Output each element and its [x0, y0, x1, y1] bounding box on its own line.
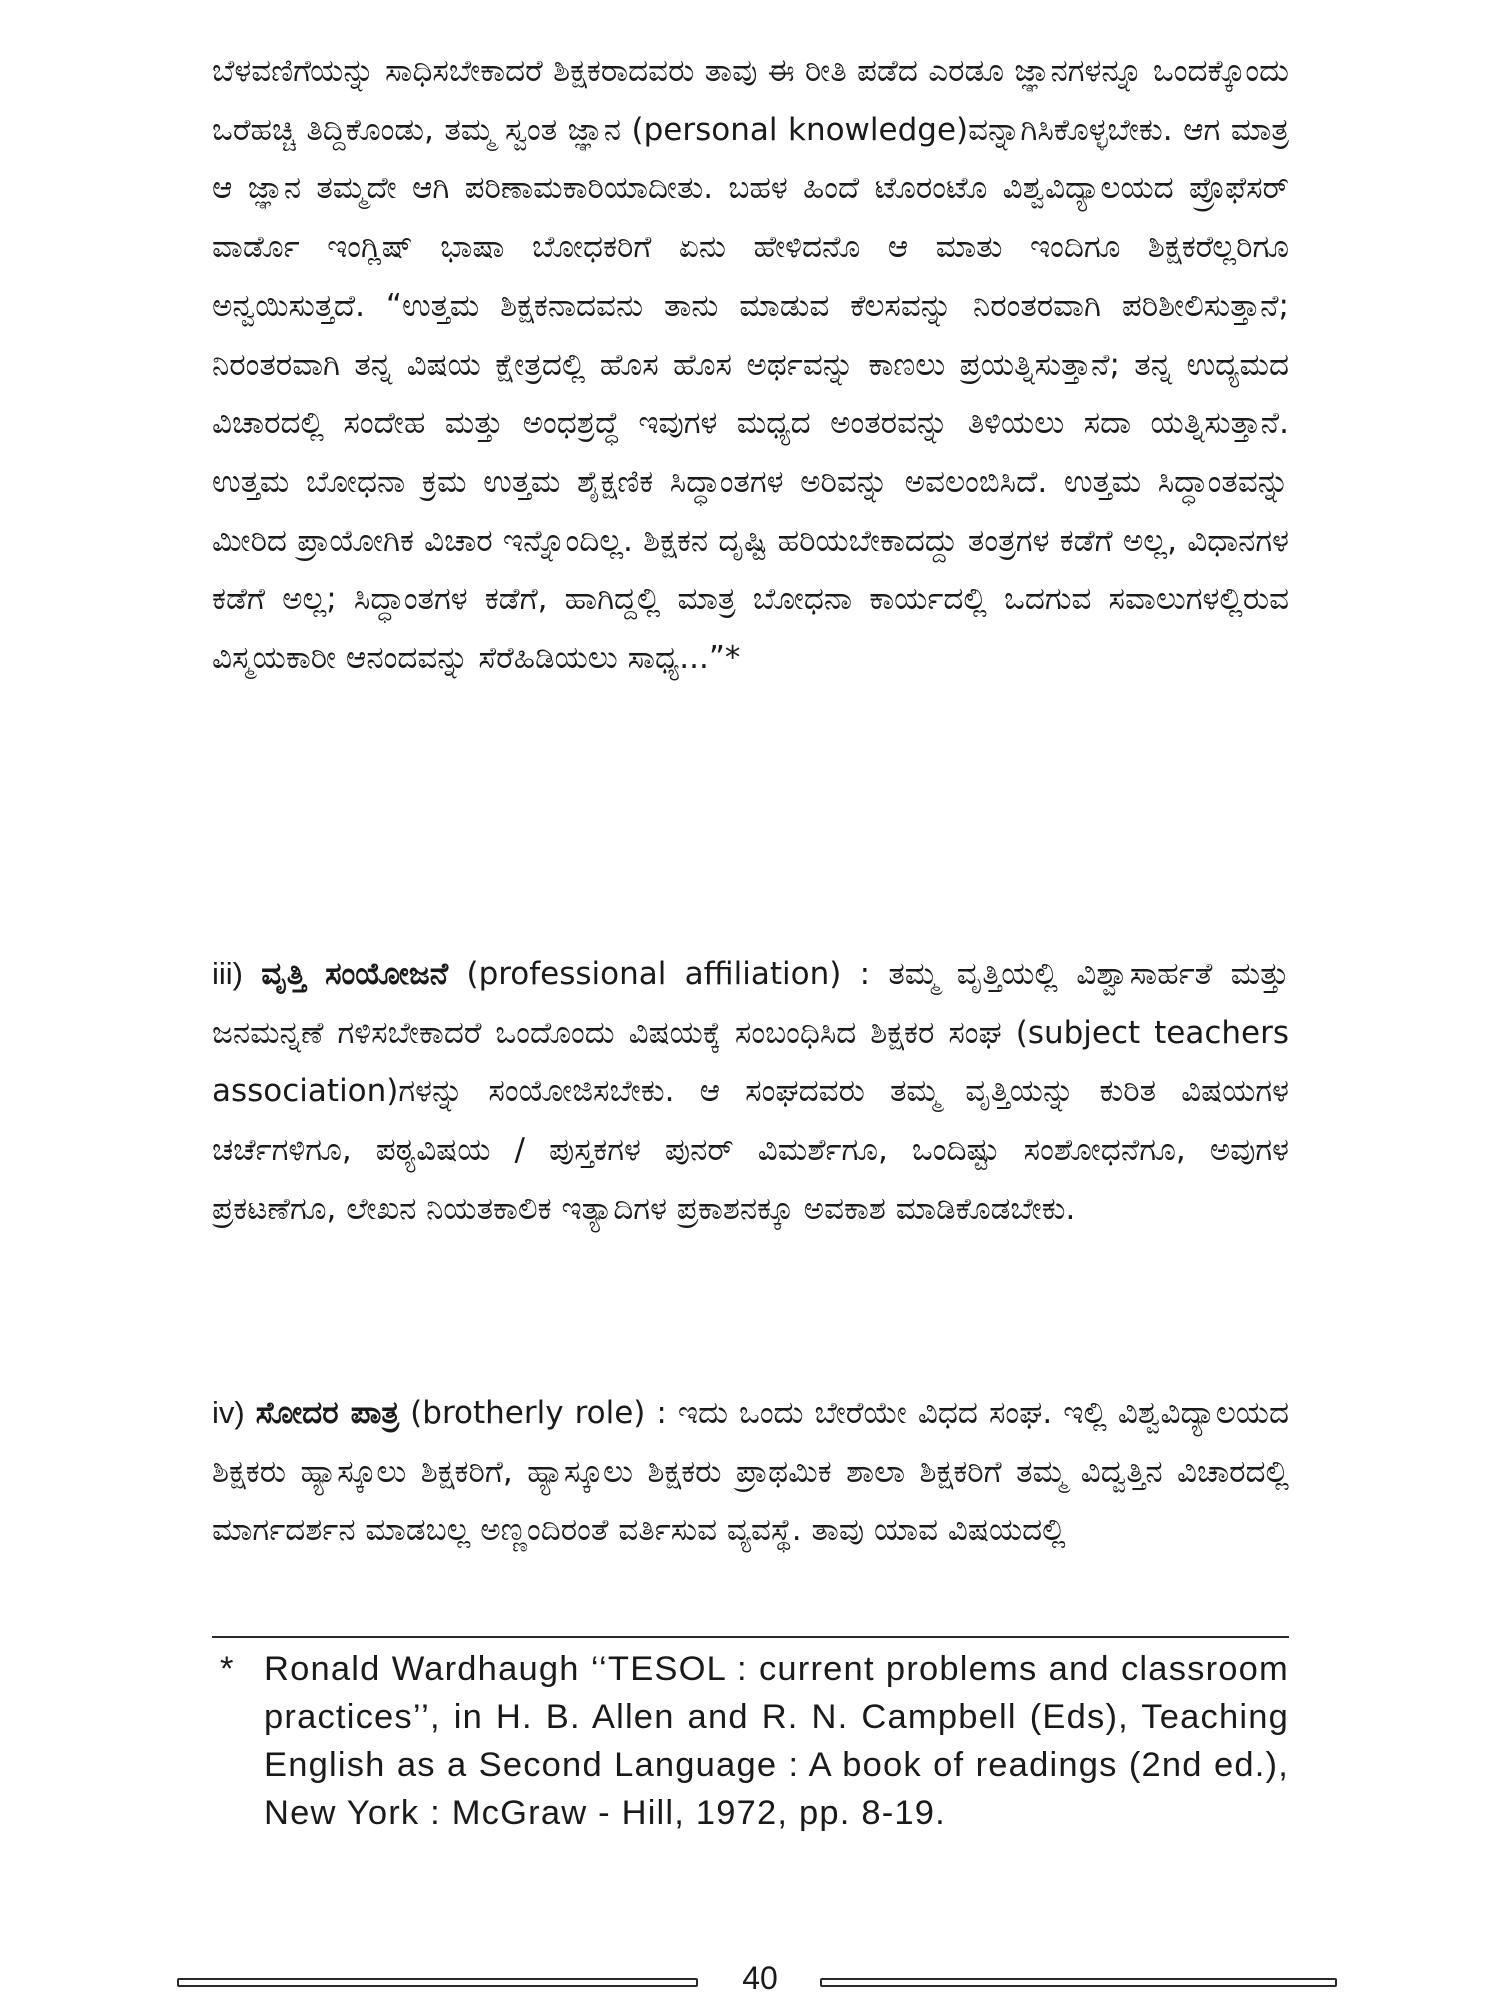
section-label: iii) — [212, 956, 243, 991]
section-iii-professional-affiliation — [212, 945, 1289, 1239]
footer-rule-right — [820, 1978, 1337, 1987]
page-footer — [177, 1960, 1339, 1996]
section-heading: ಸೋದರ ಪಾತ್ರ — [255, 1395, 400, 1431]
page-number: 40 — [742, 1960, 778, 1996]
section-heading: ವೃತ್ತಿ ಸಂಯೋಜನೆ — [261, 956, 449, 992]
footnote-divider — [212, 1636, 1289, 1638]
footer-rule-left — [177, 1978, 698, 1987]
footnote-marker: * — [220, 1650, 235, 1688]
section-iv-brotherly-role — [212, 1384, 1289, 1560]
section-label: iv) — [212, 1395, 245, 1430]
footnote-citation: Ronald Wardhaugh ‘‘TESOL : current problems and classroom practices’’, in H. B. Allen and R. N. Campbell (Eds), Teaching English as a Second Language : A book of readings (2nd ed.), New York : McGraw - Hill, 1972, pp. 8-19. — [264, 1650, 1289, 1832]
section-body: (professional affiliation) : ತಮ್ಮ ವೃತ್ತಿಯಲ್ಲಿ ವಿಶ್ವಾಸಾರ್ಹತೆ ಮತ್ತು ಜನಮನ್ನಣೆ ಗಳಿಸಬೇಕಾದರೆ ಒಂದೊಂದು ವಿಷಯಕ್ಕೆ ಸಂಬಂಧಿಸಿದ ಶಿಕ್ಷಕರ ಸಂಘ (subject teachers association)ಗಳನ್ನು ಸಂಯೋಜಿಸಬೇಕು. ಆ ಸಂಘದವರು ತಮ್ಮ ವೃತ್ತಿಯನ್ನು ಕುರಿತ ವಿಷಯಗಳ ಚರ್ಚೆಗಳಿಗೂ, ಪಠ್ಯವಿಷಯ / ಪುಸ್ತಕಗಳ ಪುನರ್ ವಿಮರ್ಶೆಗೂ, ಒಂದಿಷ್ಟು ಸಂಶೋಧನೆಗೂ, ಅವುಗಳ ಪ್ರಕಟಣೆಗೂ, ಲೇಖನ ನಿಯತಕಾಲಿಕ ಇತ್ಯಾದಿಗಳ ಪ್ರಕಾಶನಕ್ಕೂ ಅವಕಾಶ ಮಾಡಿಕೊಡಬೇಕು. — [212, 956, 1289, 1227]
footnote — [212, 1645, 1289, 1837]
section-body: (brotherly role) : ಇದು ಒಂದು ಬೇರೆಯೇ ವಿಧದ ಸಂಘ. ಇಲ್ಲಿ ವಿಶ್ವವಿದ್ಯಾಲಯದ ಶಿಕ್ಷಕರು ಹ್ಯಾಸ್ಕೂಲು ಶಿಕ್ಷಕರಿಗೆ, ಹ್ಯಾಸ್ಕೂಲು ಶಿಕ್ಷಕರು ಪ್ರಾಥಮಿಕ ಶಾಲಾ ಶಿಕ್ಷಕರಿಗೆ ತಮ್ಮ ವಿದ್ವತ್ತಿನ ವಿಚಾರದಲ್ಲಿ ಮಾರ್ಗದರ್ಶನ ಮಾಡಬಲ್ಲ ಅಣ್ಣಂದಿರಂತೆ ವರ್ತಿಸುವ ವ್ಯವಸ್ಥೆ. ತಾವು ಯಾವ ವಿಷಯದಲ್ಲಿ — [212, 1395, 1290, 1549]
body-paragraph-1: ಬೆಳವಣಿಗೆಯನ್ನು ಸಾಧಿಸಬೇಕಾದರೆ ಶಿಕ್ಷಕರಾದವರು ತಾವು ಈ ರೀತಿ ಪಡೆದ ಎರಡೂ ಜ್ಞಾನಗಳನ್ನೂ ಒಂದಕ್ಕೊಂದು ಒರೆಹಚ್ಚಿ ತಿದ್ದಿಕೊಂಡು, ತಮ್ಮ ಸ್ವಂತ ಜ್ಞಾನ (personal knowledge)ವನ್ನಾಗಿಸಿಕೊಳ್ಳಬೇಕು. ಆಗ ಮಾತ್ರ ಆ ಜ್ಞಾನ ತಮ್ಮದೇ ಆಗಿ ಪರಿಣಾಮಕಾರಿಯಾದೀತು. ಬಹಳ ಹಿಂದೆ ಟೊರಂಟೊ ವಿಶ್ವವಿದ್ಯಾಲಯದ ಪ್ರೊಫೆಸರ್ ವಾರ್ಡೊ ಇಂಗ್ಲಿಷ್ ಭಾಷಾ ಬೋಧಕರಿಗೆ ಏನು ಹೇಳಿದನೊ ಆ ಮಾತು ಇಂದಿಗೂ ಶಿಕ್ಷಕರೆಲ್ಲರಿಗೂ ಅನ್ವಯಿಸುತ್ತದೆ. “ಉತ್ತಮ ಶಿಕ್ಷಕನಾದವನು ತಾನು ಮಾಡುವ ಕೆಲಸವನ್ನು ನಿರಂತರವಾಗಿ ಪರಿಶೀಲಿಸುತ್ತಾನೆ; ನಿರಂತರವಾಗಿ ತನ್ನ ವಿಷಯ ಕ್ಷೇತ್ರದಲ್ಲಿ ಹೊಸ ಹೊಸ ಅರ್ಥವನ್ನು ಕಾಣಲು ಪ್ರಯತ್ನಿಸುತ್ತಾನೆ; ತನ್ನ ಉದ್ಯಮದ ವಿಚಾರದಲ್ಲಿ ಸಂದೇಹ ಮತ್ತು ಅಂಧಶ್ರದ್ಧೆ ಇವುಗಳ ಮಧ್ಯದ ಅಂತರವನ್ನು ತಿಳಿಯಲು ಸದಾ ಯತ್ನಿಸುತ್ತಾನೆ. ಉತ್ತಮ ಬೋಧನಾ ಕ್ರಮ ಉತ್ತಮ ಶೈಕ್ಷಣಿಕ ಸಿದ್ಧಾಂತಗಳ ಅರಿವನ್ನು ಅವಲಂಬಿಸಿದೆ. ಉತ್ತಮ ಸಿದ್ಧಾಂತವನ್ನು ಮೀರಿದ ಪ್ರಾಯೋಗಿಕ ವಿಚಾರ ಇನ್ನೊಂದಿಲ್ಲ. ಶಿಕ್ಷಕನ ದೃಷ್ಟಿ ಹರಿಯಬೇಕಾದದ್ದು ತಂತ್ರಗಳ ಕಡೆಗೆ ಅಲ್ಲ, ವಿಧಾನಗಳ ಕಡೆಗೆ ಅಲ್ಲ; ಸಿದ್ಧಾಂತಗಳ ಕಡೆಗೆ, ಹಾಗಿದ್ದಲ್ಲಿ ಮಾತ್ರ ಬೋಧನಾ ಕಾರ್ಯದಲ್ಲಿ ಒದಗುವ ಸವಾಲುಗಳಲ್ಲಿರುವ ವಿಸ್ಮಯಕಾರೀ ಆನಂದವನ್ನು ಸೆರೆಹಿಡಿಯಲು ಸಾಧ್ಯ...”* — [212, 53, 1289, 677]
